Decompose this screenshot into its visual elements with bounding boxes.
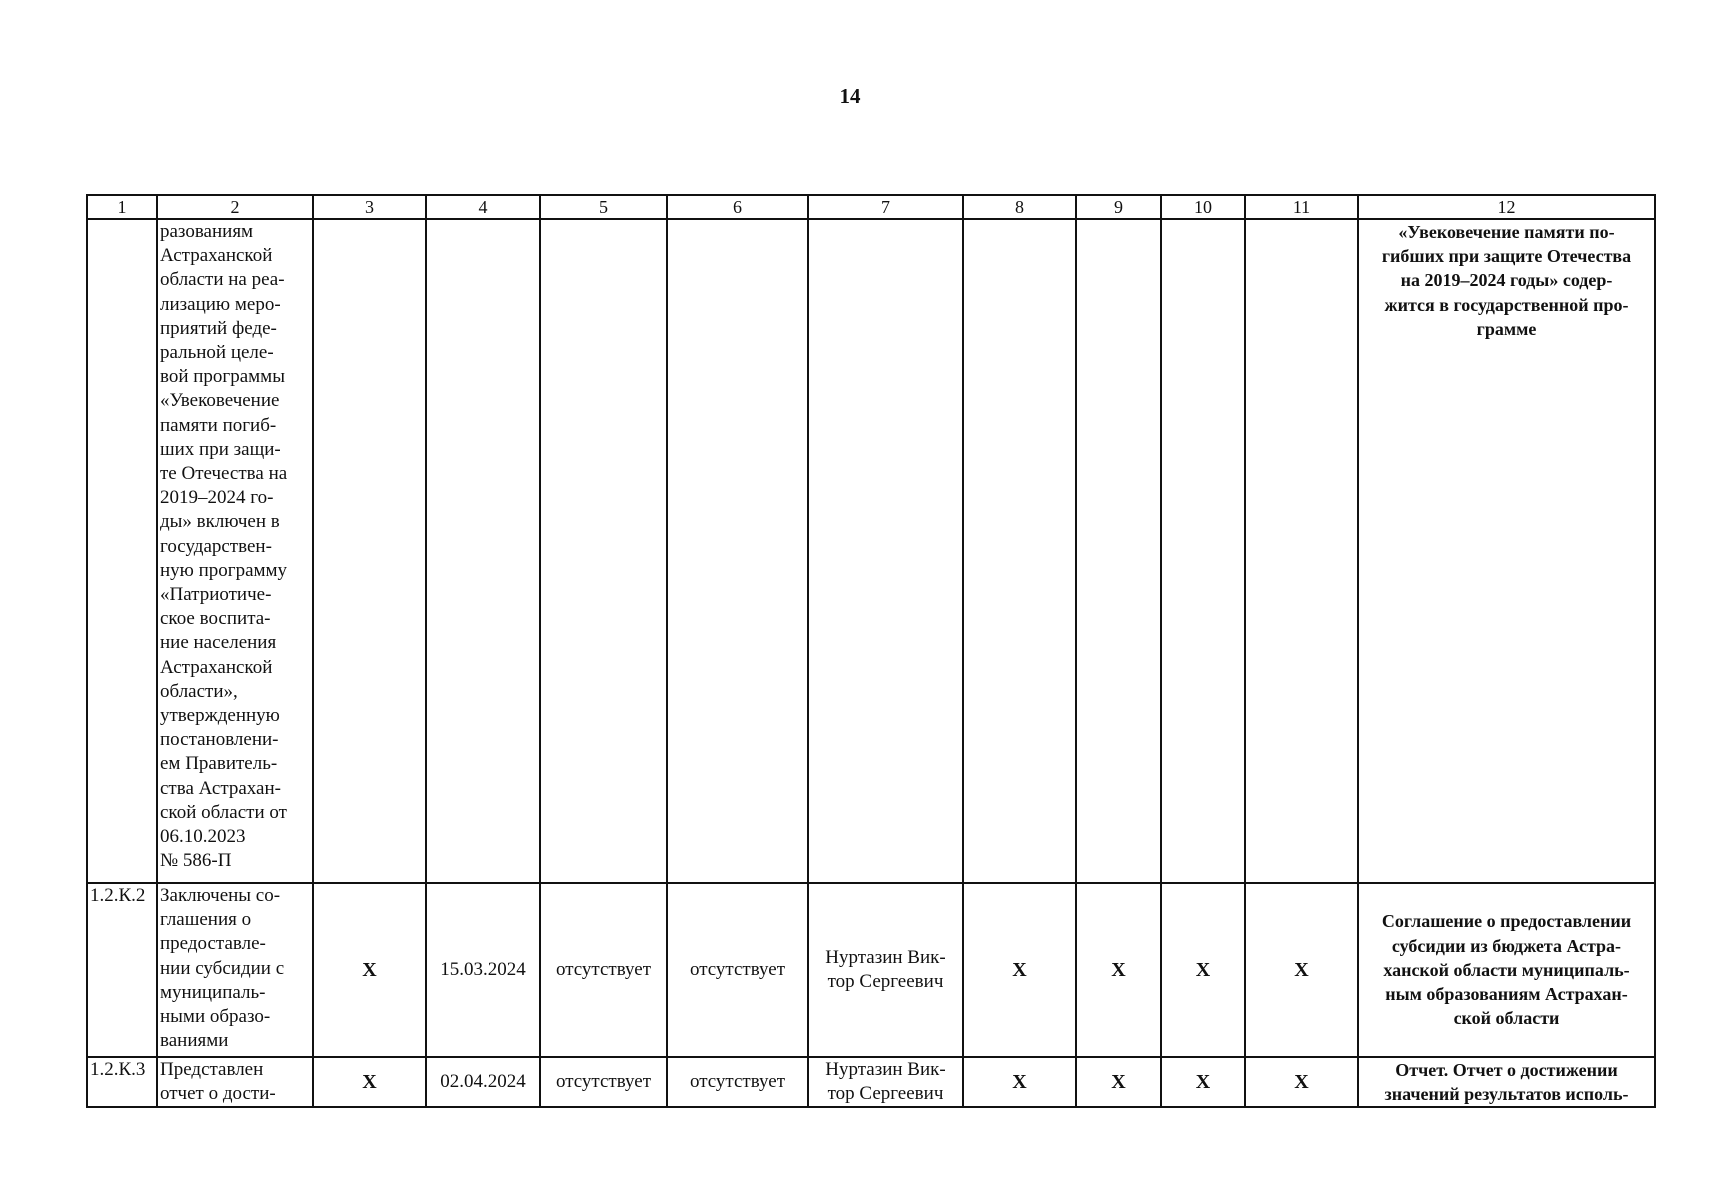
description-line: ды» включен в	[160, 511, 280, 533]
responsible-line: тор Сергеевич	[827, 971, 944, 992]
cell-col10	[1161, 219, 1245, 883]
row-number: 1.2.К.3	[87, 1057, 157, 1107]
column-header: 12	[1358, 195, 1655, 219]
description-line: области на реа-	[160, 269, 285, 291]
cell-col11	[1245, 219, 1358, 883]
description-line: глашения о	[160, 909, 252, 931]
column-header: 2	[157, 195, 313, 219]
note-line: ным образованиям Астрахан-	[1385, 984, 1628, 1005]
column-header: 3	[313, 195, 426, 219]
cell-col8	[963, 219, 1076, 883]
cell-col11: X	[1245, 1057, 1358, 1107]
row-note	[1358, 883, 1655, 1057]
description-line: ем Правитель-	[160, 753, 278, 775]
description-line: Заключены со-	[160, 885, 281, 906]
description-line: ными образо-	[160, 1006, 271, 1028]
row-description	[157, 1057, 313, 1107]
column-header: 8	[963, 195, 1076, 219]
cell-col11: X	[1245, 883, 1358, 1057]
responsible-line: Нуртазин Вик-	[825, 946, 946, 968]
cell-col3: X	[313, 883, 426, 1057]
row-note	[1358, 1057, 1655, 1107]
note-line: субсидии из бюджета Астра-	[1391, 935, 1622, 956]
note-line: грамме	[1476, 318, 1537, 339]
cell-col8: X	[963, 1057, 1076, 1107]
description-line: ших при защи-	[160, 438, 281, 460]
column-header: 11	[1245, 195, 1358, 219]
description-line: «Патриотиче-	[160, 584, 272, 606]
description-line: Представлен	[160, 1059, 264, 1080]
description-line: предоставле-	[160, 933, 266, 955]
table-header-row	[87, 195, 1655, 219]
row-number: 1.2.К.2	[87, 883, 157, 1057]
description-line: памяти погиб-	[160, 414, 277, 436]
cell-responsible	[808, 883, 963, 1057]
note-line: жится в государственной про-	[1384, 294, 1629, 315]
table-row	[87, 1057, 1655, 1107]
description-line: ское воспита-	[160, 608, 271, 630]
responsible-line: Нуртазин Вик-	[825, 1059, 946, 1080]
description-line: ную программу	[160, 559, 288, 581]
description-line: приятий феде-	[160, 317, 277, 339]
cell-col9: X	[1076, 1057, 1161, 1107]
description-line: утвержденную	[160, 705, 280, 727]
description-line: области»,	[160, 680, 238, 702]
description-line: разованиям	[160, 221, 254, 242]
description-line: № 586-П	[160, 850, 232, 872]
description-line: ской области от	[160, 801, 287, 823]
row-description	[157, 219, 313, 883]
description-line: лизацию меро-	[160, 293, 281, 315]
description-line: ральной целе-	[160, 342, 274, 364]
cell-col9	[1076, 219, 1161, 883]
description-line: муниципаль-	[160, 981, 266, 1003]
cell-col5: отсутствует	[540, 883, 667, 1057]
cell-col5: отсутствует	[540, 1057, 667, 1107]
table-row	[87, 219, 1655, 883]
note-line: значений результатов исполь-	[1384, 1084, 1629, 1105]
cell-responsible	[808, 1057, 963, 1107]
note-line: на 2019–2024 годы» содер-	[1400, 270, 1613, 291]
description-line: отчет о дости-	[160, 1083, 276, 1105]
cell-col10: X	[1161, 883, 1245, 1057]
row-number	[87, 219, 157, 883]
page-number: 14	[839, 84, 861, 108]
description-line: «Увековечение	[160, 390, 280, 412]
cell-col10: X	[1161, 1057, 1245, 1107]
column-header: 10	[1161, 195, 1245, 219]
cell-col8: X	[963, 883, 1076, 1057]
column-header: 7	[808, 195, 963, 219]
description-line: 06.10.2023	[160, 826, 246, 848]
cell-date: 15.03.2024	[426, 883, 540, 1057]
note-line: Соглашение о предоставлении	[1381, 911, 1632, 932]
description-line: 2019–2024 го-	[160, 487, 274, 509]
cell-col3: X	[313, 1057, 426, 1107]
note-line: ханской области муниципаль-	[1383, 959, 1630, 980]
description-line: государствен-	[160, 535, 272, 557]
description-line: ваниями	[160, 1030, 229, 1052]
note-line: ской области	[1453, 1008, 1560, 1029]
description-line: Астраханской	[160, 245, 273, 267]
column-header: 5	[540, 195, 667, 219]
description-line: Астраханской	[160, 656, 273, 678]
description-line: те Отечества на	[160, 463, 288, 485]
cell-col6: отсутствует	[667, 883, 808, 1057]
note-line: «Увековечение памяти по-	[1398, 222, 1615, 242]
column-header: 9	[1076, 195, 1161, 219]
column-header: 4	[426, 195, 540, 219]
report-table	[86, 194, 1656, 1108]
description-line: вой программы	[160, 366, 285, 388]
note-line: гибших при защите Отечества	[1381, 246, 1632, 267]
cell-col6	[667, 219, 808, 883]
cell-col7	[808, 219, 963, 883]
description-line: нии субсидии с	[160, 957, 285, 979]
row-description	[157, 883, 313, 1057]
row-note	[1358, 219, 1655, 883]
responsible-line: тор Сергеевич	[827, 1083, 944, 1105]
cell-col6: отсутствует	[667, 1057, 808, 1107]
table-row	[87, 883, 1655, 1057]
description-line: ства Астрахан-	[160, 777, 281, 799]
note-line: Отчет. Отчет о достижении	[1395, 1060, 1618, 1080]
cell-col4	[426, 219, 540, 883]
cell-col3	[313, 219, 426, 883]
cell-date: 02.04.2024	[426, 1057, 540, 1107]
cell-col5	[540, 219, 667, 883]
description-line: постановлени-	[160, 729, 279, 751]
description-line: ние населения	[160, 632, 277, 654]
column-header: 1	[87, 195, 157, 219]
column-header: 6	[667, 195, 808, 219]
cell-col9: X	[1076, 883, 1161, 1057]
